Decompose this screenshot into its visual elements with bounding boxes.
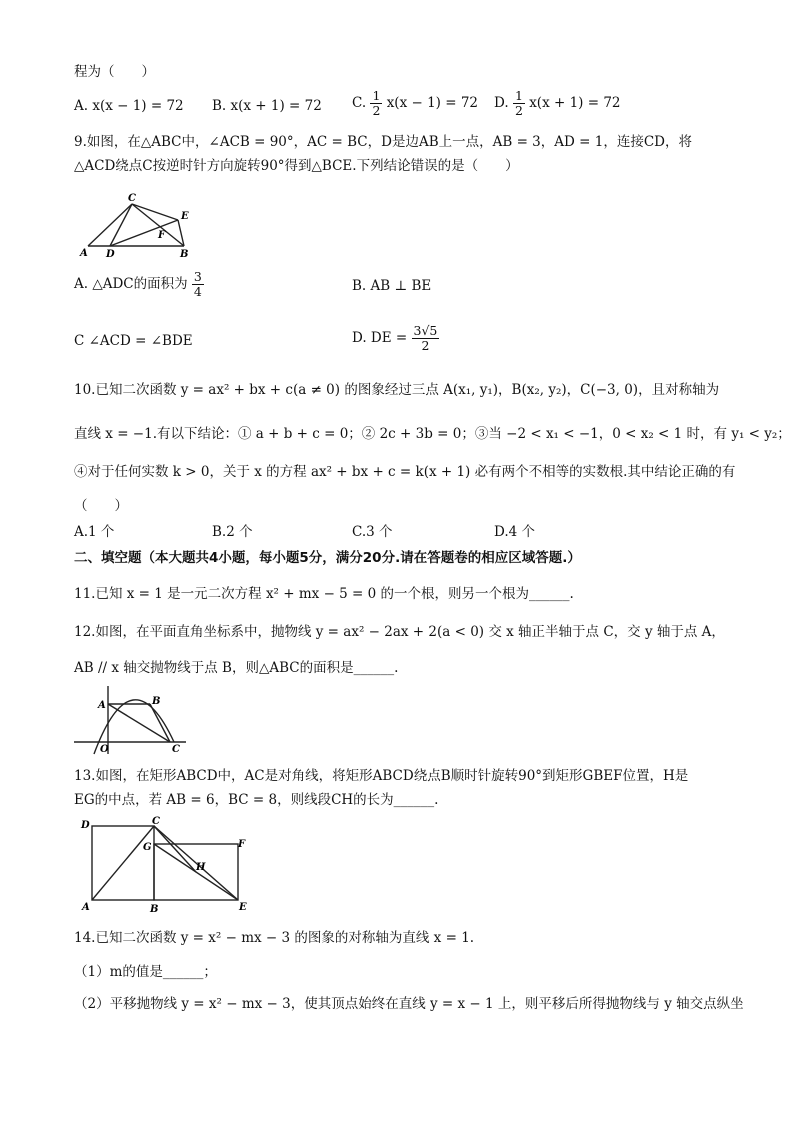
q9-stem-line1: 9.如图，在△ABC中，∠ACB = 90°，AC = BC，D是边AB上一点，AB = 3，AD = 1，连接CD，将	[74, 134, 692, 150]
label-F: F	[238, 839, 246, 850]
label-C: C	[152, 816, 160, 827]
q9-option-a	[74, 270, 204, 299]
label-B: B	[152, 696, 161, 707]
fraction-denominator: 2	[514, 103, 523, 118]
q8-option-d-fraction	[513, 89, 525, 118]
fraction-numerator: 1	[514, 88, 523, 103]
q9-option-a-fraction	[192, 270, 204, 299]
q10-stem-line4: （ ）	[74, 498, 128, 514]
q10-option-c: C.3 个	[352, 524, 393, 540]
fraction-numerator: 3	[193, 269, 202, 284]
q8-option-d	[494, 89, 621, 118]
q9-figure	[74, 190, 204, 262]
q9-option-a-text: A. △ADC的面积为	[74, 276, 188, 292]
q9-option-d-text: D. DE =	[352, 330, 408, 346]
q14-part2: （2）平移抛物线 y = x² − mx − 3，使其顶点始终在直线 y = x − 1 上，则平移后所得抛物线与 y 轴交点纵坐	[74, 996, 744, 1012]
q10-stem-line2: 直线 x = −1.有以下结论：① a + b + c = 0；② 2c + 3b = 0；③当 −2 < x₁ < −1，0 < x₂ < 1 时，有 y₁ < y₂；	[74, 426, 791, 442]
q10-option-a: A.1 个	[74, 524, 115, 540]
section-2-heading: 二、填空题（本大题共4小题，每小题5分，满分20分.请在答题卷的相应区域答题.）	[74, 550, 581, 566]
q12-stem-line2: AB // x 轴交抛物线于点 B，则△ABC的面积是______.	[74, 660, 399, 676]
q9-option-d	[352, 324, 439, 353]
q9-stem-line2: △ACD绕点C按逆时针方向旋转90°得到△BCE.下列结论错误的是（ ）	[74, 158, 519, 174]
fraction-denominator: 2	[421, 338, 430, 353]
q8-option-c-prefix: C.	[352, 95, 367, 111]
q8-option-c-body: x(x − 1) = 72	[386, 95, 479, 111]
q8-option-d-body: x(x + 1) = 72	[529, 95, 621, 111]
q10-option-b: B.2 个	[212, 524, 253, 540]
q8-option-b: B. x(x + 1) = 72	[212, 98, 322, 114]
q13-figure	[78, 814, 256, 914]
q8-option-a: A. x(x − 1) = 72	[74, 98, 184, 114]
q14-part1: （1）m的值是______；	[74, 964, 217, 980]
q8-option-c-fraction	[370, 89, 382, 118]
label-B: B	[180, 249, 189, 260]
q9-option-b: B. AB ⊥ BE	[352, 278, 432, 294]
q13-stem-line1: 13.如图，在矩形ABCD中，AC是对角线，将矩形ABCD绕点B顺时针旋转90°到矩形GBEF位置，H是	[74, 768, 689, 784]
q9-option-c: C ∠ACD = ∠BDE	[74, 333, 193, 349]
label-A: A	[80, 248, 88, 259]
q8-option-c	[352, 89, 478, 118]
label-E: E	[181, 211, 189, 222]
q12-figure	[70, 684, 190, 756]
q12-stem-line1: 12.如图，在平面直角坐标系中，抛物线 y = ax² − 2ax + 2(a < 0) 交 x 轴正半轴于点 C，交 y 轴于点 A，	[74, 624, 725, 640]
fraction-numerator: 3√5	[413, 323, 438, 338]
label-A: A	[98, 700, 106, 711]
q13-stem-line2: EG的中点，若 AB = 6，BC = 8，则线段CH的长为______.	[74, 792, 439, 808]
fraction-denominator: 4	[193, 284, 202, 299]
label-C: C	[172, 744, 180, 755]
label-O: O	[100, 744, 109, 755]
label-D: D	[81, 820, 90, 831]
q10-option-d: D.4 个	[494, 524, 536, 540]
label-H: H	[196, 862, 206, 873]
label-B: B	[150, 904, 159, 914]
q9-option-d-fraction	[412, 324, 440, 353]
label-C: C	[128, 193, 136, 204]
fraction-numerator: 1	[372, 88, 381, 103]
label-D: D	[106, 249, 115, 260]
q8-tail: 程为（ ）	[74, 64, 155, 80]
label-E: E	[239, 902, 247, 913]
q14-stem: 14.已知二次函数 y = x² − mx − 3 的图象的对称轴为直线 x = 1.	[74, 930, 475, 946]
q10-stem-line1: 10.已知二次函数 y = ax² + bx + c(a ≠ 0) 的图象经过三点 A(x₁, y₁)，B(x₂, y₂)，C(−3, 0)，且对称轴为	[74, 382, 720, 398]
label-A: A	[82, 902, 90, 913]
q10-stem-line3: ④对于任何实数 k > 0，关于 x 的方程 ax² + bx + c = k(x + 1) 必有两个不相等的实数根.其中结论正确的有	[74, 464, 736, 480]
label-F: F	[158, 230, 166, 241]
q8-option-d-prefix: D.	[494, 95, 509, 111]
fraction-denominator: 2	[372, 103, 381, 118]
q11-stem: 11.已知 x = 1 是一元二次方程 x² + mx − 5 = 0 的一个根，则另一个根为______.	[74, 586, 574, 602]
label-G: G	[143, 842, 152, 853]
